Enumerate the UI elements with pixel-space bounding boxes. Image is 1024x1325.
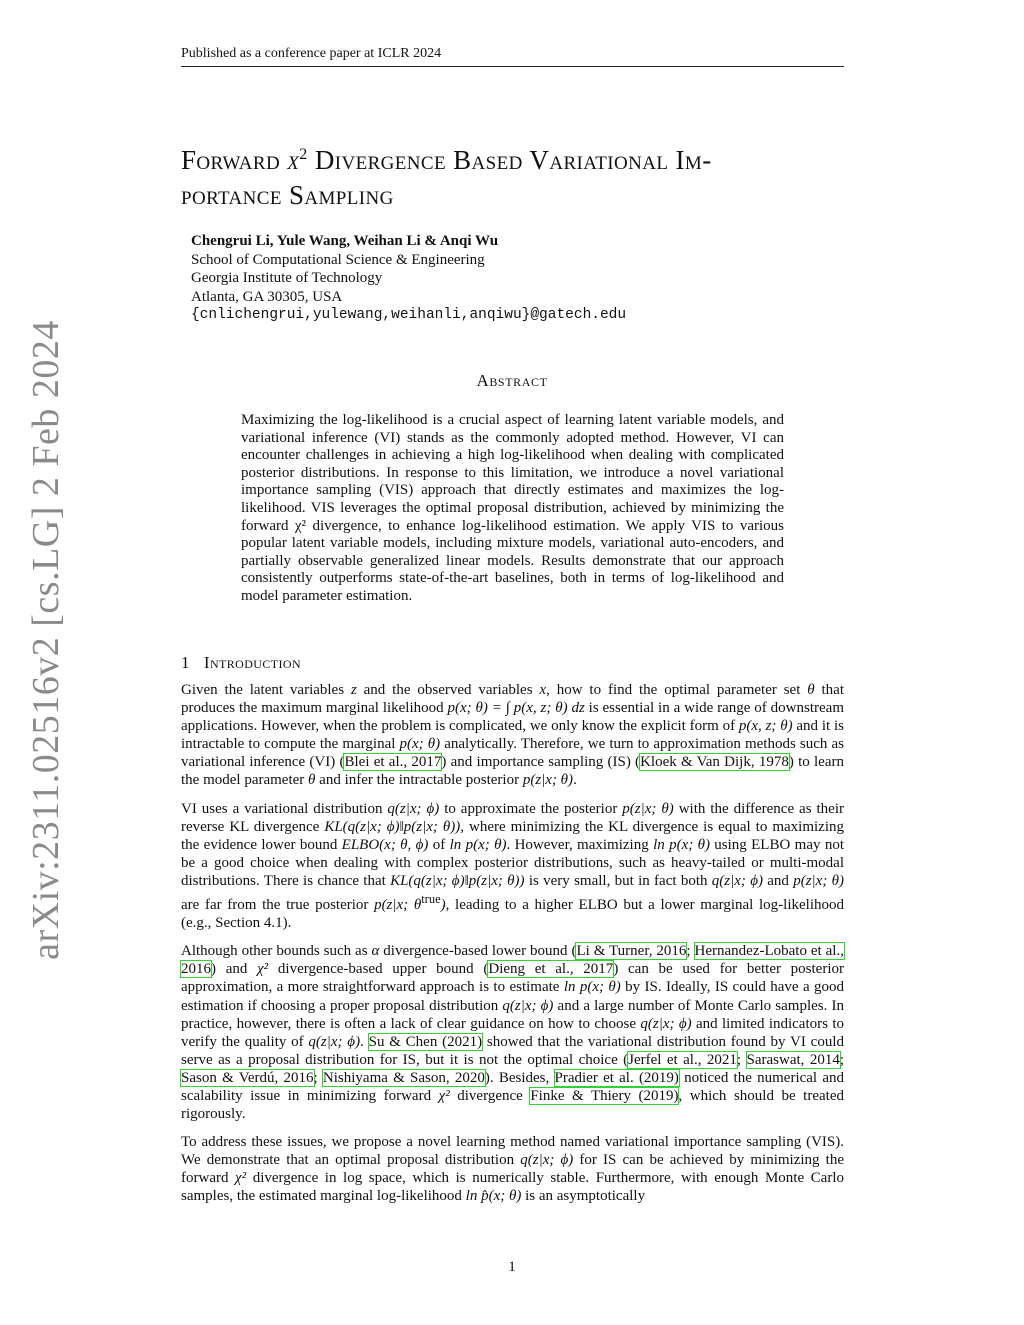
- section-title: Introduction: [203, 653, 302, 672]
- p3-text: ;: [839, 1051, 845, 1068]
- p3-math: q(z|x; ϕ): [640, 1015, 692, 1032]
- p3-text: , which should be treated rigorously.: [181, 1087, 844, 1123]
- p1-math: θ: [308, 772, 316, 789]
- title-part2: Divergence Based Variational Im-: [307, 145, 712, 175]
- p1-math: p(x; θ) = ∫ p(x, z; θ) dz: [447, 700, 585, 717]
- p3-text: divergence-based lower bound (: [379, 943, 577, 960]
- running-header: Published as a conference paper at ICLR 2024: [181, 45, 844, 67]
- p2-text: with the difference as their reverse KL divergence: [181, 800, 844, 835]
- p2-math: p(z|x; θ): [793, 872, 844, 889]
- p3-text: showed that the variational distribution found by VI could serve as a proposal distribution for IS, but it is not the optimal choice (: [181, 1033, 844, 1068]
- citation-link[interactable]: Su & Chen (2021): [368, 1033, 483, 1050]
- title-sup: 2: [299, 146, 308, 163]
- p2-math: ln p(x; θ): [449, 836, 507, 853]
- p4-math: q(z|x; ϕ): [520, 1152, 574, 1169]
- p2-text: , leading to a higher ELBO but a lower marginal log-likelihood (e.g., Section 4.1).: [181, 897, 844, 932]
- p4-math: χ²: [235, 1170, 247, 1187]
- p2-text: using ELBO may not be a good choice when dealing with complex posterior distributions, such as heavy-tailed or multi-modal distributions. There is chance that: [181, 836, 844, 889]
- p3-math: χ²: [438, 1087, 450, 1104]
- p2-math: KL(q(z|x; ϕ)‖p(z|x; θ)): [390, 872, 525, 889]
- p2-text: are far from the true posterior: [181, 897, 375, 914]
- p2-text: to approximate the posterior: [439, 800, 623, 817]
- citation-link[interactable]: Sason & Verdú, 2016: [181, 1069, 314, 1086]
- p3-text: ) can be used for better posterior approximation, a more straightforward approach is to estimate: [181, 961, 845, 996]
- p3-math: ln p(x; θ): [563, 979, 621, 996]
- p2-math-sup: true: [421, 892, 441, 907]
- p2-text: is very small, but in fact both: [524, 872, 712, 889]
- p3-text: ;: [313, 1069, 323, 1086]
- p1-math: θ: [807, 682, 815, 698]
- p1-text: ) and importance sampling (IS) (: [441, 754, 641, 771]
- p3-text: noticed the numerical and scalability issue in minimizing forward: [181, 1069, 844, 1104]
- p1-math: z: [350, 682, 357, 698]
- p2-text: . However, maximizing: [506, 836, 654, 853]
- p3-text: .: [360, 1033, 369, 1050]
- p2-math: p(z|x; θ): [622, 800, 674, 817]
- title-line2: portance Sampling: [181, 180, 394, 210]
- intro-body: [181, 681, 844, 1216]
- p1-text: , how to find the optimal parameter set: [546, 682, 808, 698]
- p2-text: and: [762, 872, 794, 889]
- title-chi: χ: [287, 145, 300, 175]
- abstract-text: Maximizing the log-likelihood is a crucial aspect of learning latent variable models, and variational inference (VI) stands as the commonly adopted method. However, VI can encounter challenges in achieving a high log-likelihood when dealing with complicated posterior distributions. In response to this limitation, we introduce a novel variational importance sampling (VIS) approach that directly estimates and maximizes the log-likelihood. VIS leverages the optimal proposal distribution, achieved by minimizing the forward χ² divergence, to enhance log-likelihood estimation. We apply VIS to various popular latent variable models, including mixture models, variational auto-encoders, and partially observable generalized linear models. Results demonstrate that our approach consistently outperforms state-of-the-art baselines, both in terms of log-likelihood and model parameter estimation.: [241, 412, 784, 604]
- citation-link[interactable]: Hernandez-Lobato et al., 2016: [181, 943, 844, 978]
- p2-text: of: [428, 836, 450, 853]
- section-number: 1: [181, 653, 190, 672]
- p2-text: , where minimizing the KL divergence is equal to maximizing the evidence lower bound: [181, 818, 845, 853]
- paragraph-2: [181, 800, 844, 933]
- p1-text: .: [573, 772, 577, 789]
- arxiv-stamp: arXiv:2311.02516v2 [cs.LG] 2 Feb 2024: [25, 320, 67, 960]
- author-email[interactable]: {cnlichengrui,yulewang,weihanli,anqiwu}@gatech.edu: [191, 307, 627, 323]
- p2-math: KL(q(z|x; ϕ)‖p(z|x; θ)): [324, 818, 461, 835]
- p3-text: ) and: [211, 961, 258, 978]
- p1-text: Given the latent variables: [181, 682, 351, 698]
- p3-math: q(z|x; ϕ): [502, 997, 554, 1014]
- p3-text: divergence: [449, 1087, 531, 1104]
- author-names: Chengrui Li, Yule Wang, Weihan Li & Anqi Wu: [191, 233, 499, 249]
- page-number: 1: [508, 1259, 516, 1275]
- p3-math: q(z|x; ϕ): [308, 1033, 361, 1050]
- author-block: [191, 232, 626, 325]
- paragraph-4: [181, 1133, 844, 1205]
- p1-math: p(z|x; θ): [522, 772, 574, 789]
- citation-link[interactable]: Kloek & Van Dijk, 1978: [640, 754, 789, 771]
- paragraph-1: [181, 681, 844, 790]
- citation-link[interactable]: Pradier et al. (2019): [554, 1069, 679, 1086]
- p1-text: that produces the maximum marginal likelihood: [181, 682, 844, 717]
- p1-text: and infer the intractable posterior: [315, 772, 523, 789]
- author-address: Atlanta, GA 30305, USA: [191, 288, 343, 305]
- citation-link[interactable]: Finke & Thiery (2019): [530, 1087, 679, 1104]
- citation-link[interactable]: Saraswat, 2014: [746, 1051, 840, 1068]
- p2-math: ln p(x; θ): [653, 836, 710, 853]
- p1-text: analytically. Therefore, we turn to approximation methods such as variational inference (VI) (: [181, 736, 845, 771]
- p3-math: χ²: [257, 961, 269, 978]
- citation-link[interactable]: Jerfel et al., 2021: [628, 1051, 737, 1068]
- p2-text: VI uses a variational distribution: [181, 800, 388, 817]
- author-department: School of Computational Science & Engineering: [191, 251, 485, 268]
- p1-math: p(x; θ): [399, 736, 441, 753]
- author-institution: Georgia Institute of Technology: [191, 270, 383, 286]
- paragraph-3: [181, 942, 844, 1123]
- citation-link[interactable]: Blei et al., 2017: [344, 754, 442, 771]
- p1-math: p(x, z; θ): [738, 718, 793, 735]
- p1-text: and it is intractable to compute the marginal: [181, 718, 844, 753]
- p3-text: and limited indicators to verify the quality of: [181, 1015, 844, 1050]
- p1-text: ) to learn the model parameter: [181, 754, 844, 789]
- p1-text: is essential in a wide range of downstream applications. However, when the problem is complicated, we only know the explicit form of: [181, 700, 844, 735]
- abstract-heading: Abstract: [476, 371, 548, 390]
- p3-text: and a large number of Monte Carlo samples. In practice, however, there is often a lack of clear guidance on how to choose: [181, 997, 845, 1032]
- citation-link[interactable]: Nishiyama & Sason, 2020: [322, 1069, 485, 1086]
- p3-math: α: [371, 943, 380, 960]
- p2-math: q(z|x; ϕ): [387, 800, 440, 817]
- citation-link[interactable]: Li & Turner, 2016: [576, 943, 687, 960]
- p4-text: is an asymptotically: [521, 1188, 646, 1205]
- citation-link[interactable]: Dieng et al., 2017: [488, 961, 614, 978]
- p2-math: q(z|x; ϕ): [711, 872, 763, 889]
- p3-text: ;: [736, 1051, 747, 1068]
- p4-math: ln p̂(x; θ): [465, 1188, 522, 1205]
- p2-math: p(z|x; θ: [374, 897, 422, 914]
- p4-text: for IS can be achieved by minimizing the forward: [181, 1152, 844, 1187]
- p3-text: Although other bounds such as: [181, 943, 372, 960]
- p4-text: To address these issues, we propose a novel learning method named variational importance sampling (VIS). We demonstrate that an optimal proposal distribution: [181, 1134, 844, 1169]
- p3-text: divergence-based upper bound (: [268, 961, 489, 978]
- section-heading: [181, 653, 301, 673]
- p3-text: ;: [686, 943, 695, 960]
- p2-math: ): [440, 897, 446, 914]
- paper-title: [181, 137, 844, 213]
- p4-text: divergence in log space, which is numerically stable. Furthermore, with enough Monte Carlo samples, the estimated marginal log-likelihood: [181, 1170, 844, 1205]
- title-part1: Forward: [181, 145, 288, 175]
- p1-math: x: [539, 682, 547, 698]
- p2-math: ELBO(x; θ, ϕ): [341, 836, 429, 853]
- p1-text: and the observed variables: [356, 682, 540, 698]
- p3-text: ). Besides,: [484, 1069, 555, 1086]
- p3-text: by IS. Ideally, IS could have a good estimation if choosing a proper proposal distribution: [181, 979, 844, 1014]
